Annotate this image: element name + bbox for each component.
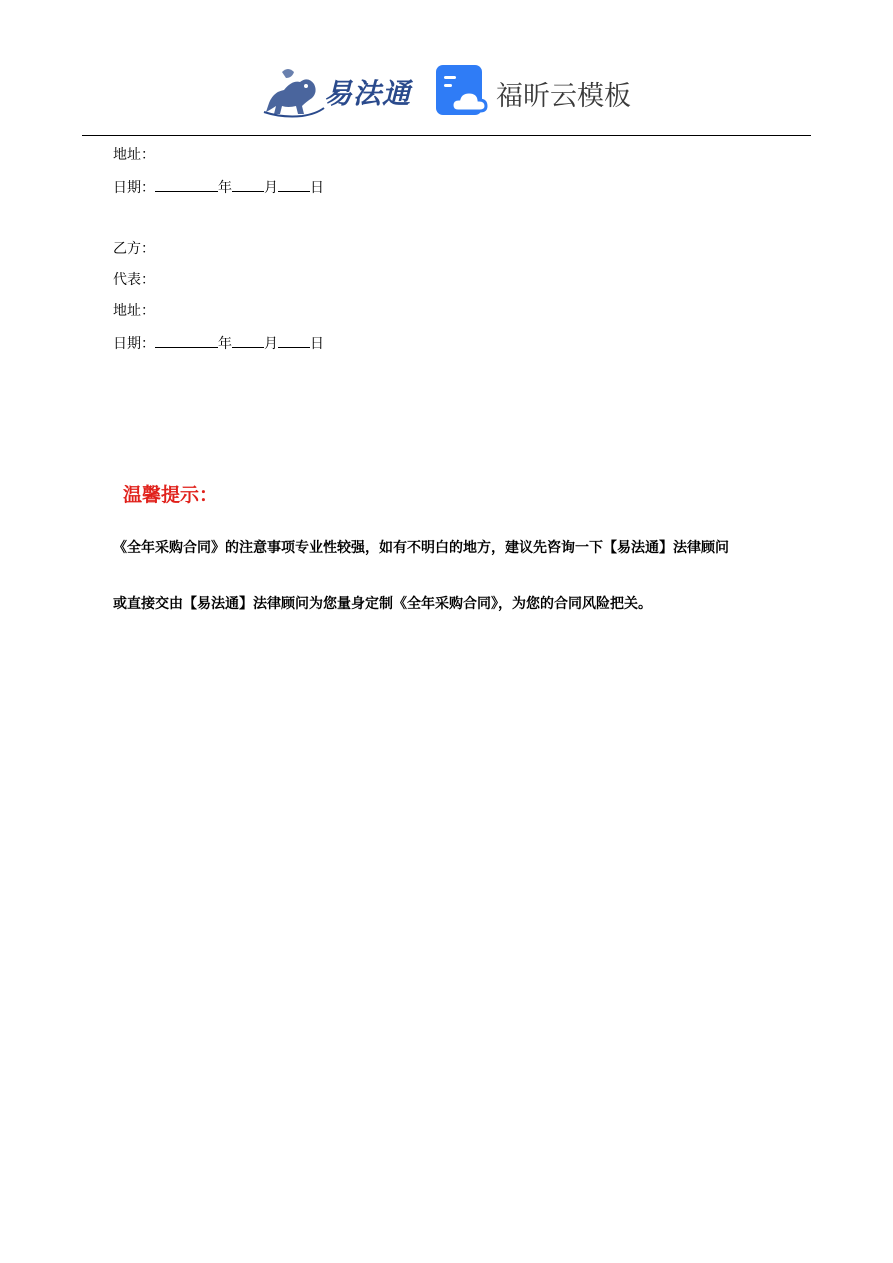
day-label: 日 [310,336,324,352]
month-label: 月 [264,336,278,352]
party-b-label: 乙方： [113,241,155,257]
day-label: 日 [310,180,324,196]
year-label: 年 [218,336,232,352]
yifatong-logo [262,62,414,118]
month-blank [232,333,264,348]
representative-label: 代表： [113,272,155,288]
tip-paragraph-line-1: 《全年采购合同》的注意事项专业性较强，如有不明白的地方，建议先咨询一下【易法通】法律顾问 [113,540,729,556]
day-blank [278,333,310,348]
month-blank [232,177,264,192]
cloud-document-icon [436,65,488,117]
date-label: 日期： [113,336,155,352]
page-header [0,0,893,136]
party-a-address-line [113,146,155,164]
fuxin-template-logo [436,65,636,117]
header-divider [82,135,811,136]
fuxin-wordmark: 福昕云模板 [496,81,631,112]
year-label: 年 [218,180,232,196]
year-blank [155,333,218,348]
year-blank [155,177,218,192]
yifatong-wordmark: 易法通 [324,77,412,110]
month-label: 月 [264,180,278,196]
date-label: 日期： [113,180,155,196]
day-blank [278,177,310,192]
party-b-representative-line [113,271,155,289]
address-label: 地址： [113,147,155,163]
address-label: 地址： [113,303,155,319]
party-b-date-line [113,333,324,353]
qilin-logo-icon [262,62,326,118]
party-b-address-line [113,302,155,320]
tip-title: 温馨提示： [123,484,219,506]
tip-paragraph-line-2: 或直接交由【易法通】法律顾问为您量身定制《全年采购合同》，为您的合同风险把关。 [113,596,652,612]
party-b-line [113,240,155,258]
party-a-date-line [113,177,324,197]
